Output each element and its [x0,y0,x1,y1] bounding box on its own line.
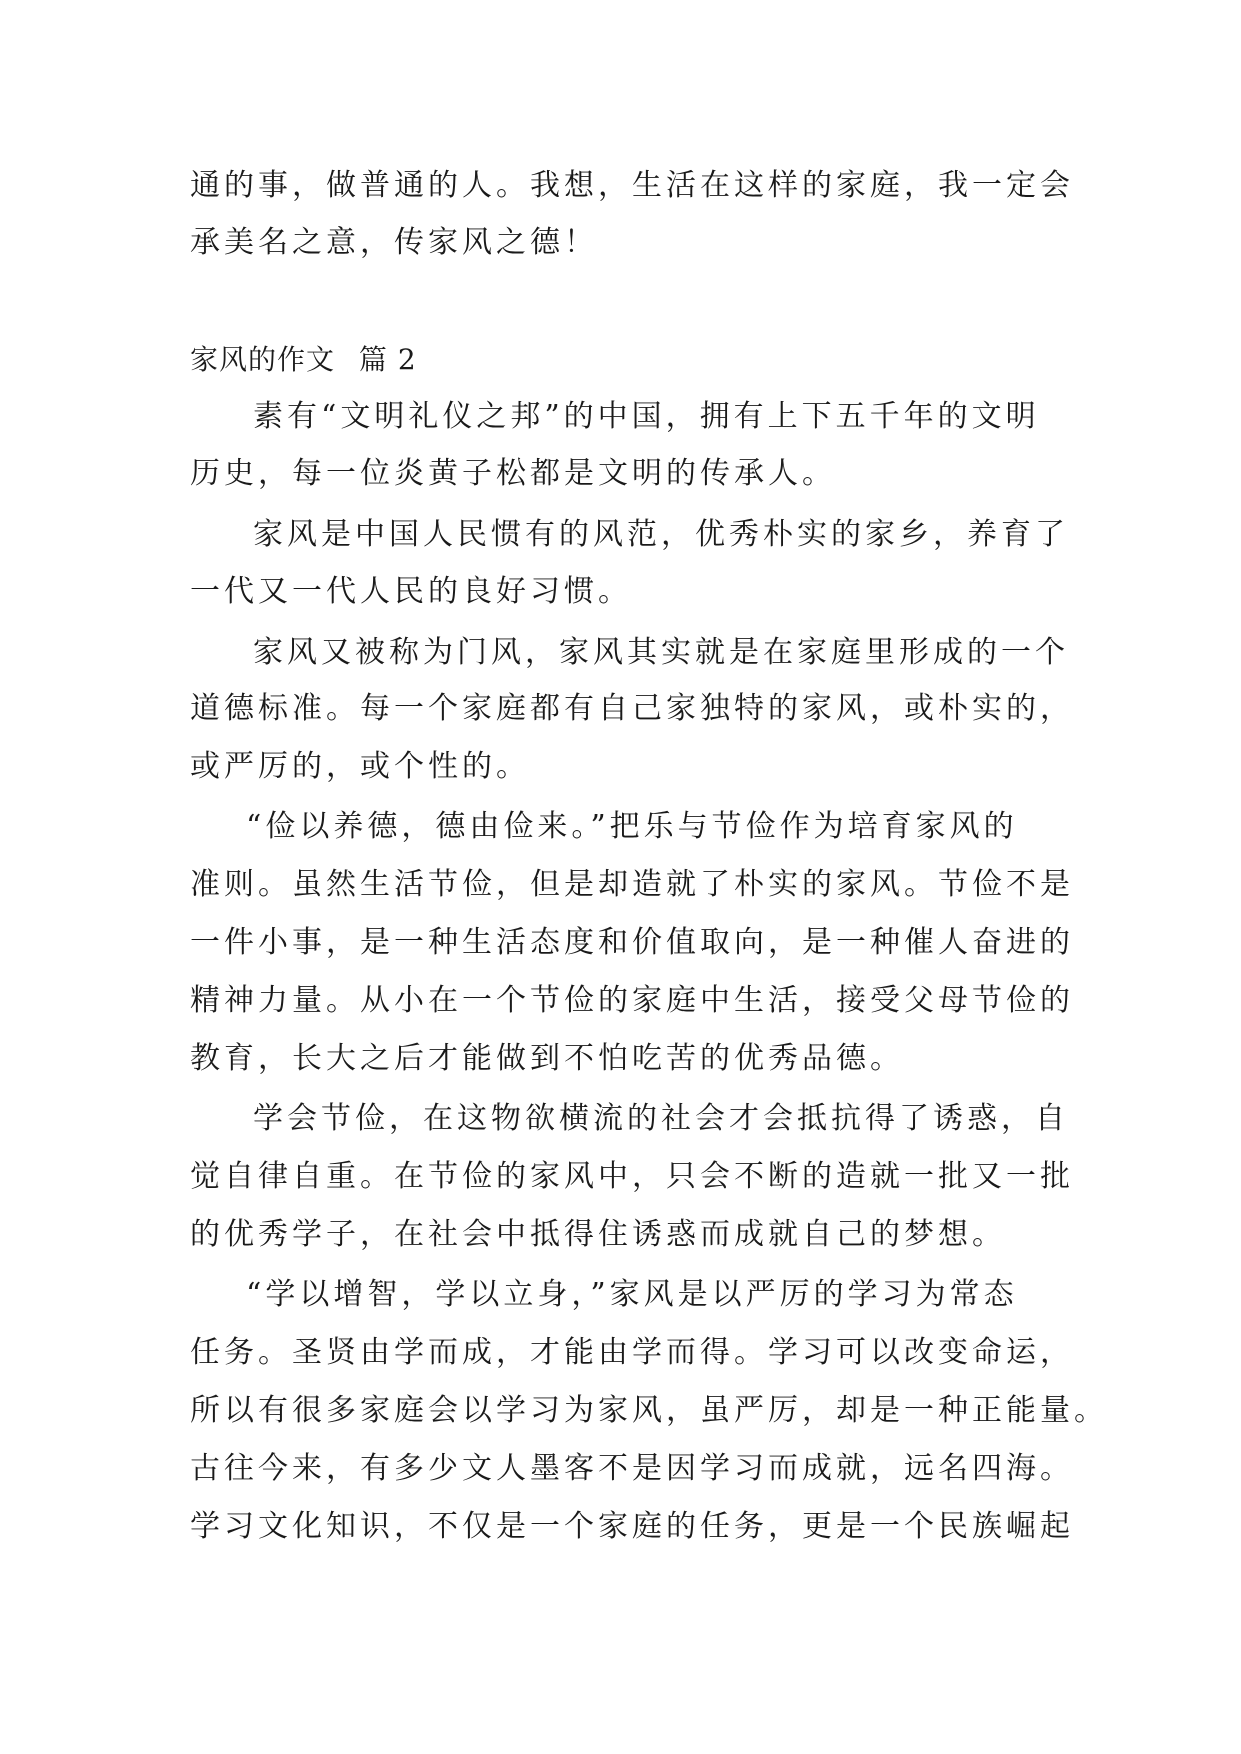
text-line: 道德标准。每一个家庭都有自己家独特的家风，或朴实的， [190,691,1074,726]
text-line: 历史，每一位炎黄子松都是文明的传承人。 [190,456,836,491]
text-line: “学以增智，学以立身，”家风是以严厉的学习为常态 [246,1277,1018,1312]
text-line: 或严厉的，或个性的。 [190,749,530,784]
text-line: 古往今来，有多少文人墨客不是因学习而成就，远名四海。 [190,1451,1074,1486]
text-line: “俭以养德，德由俭来。”把乐与节俭作为培育家风的 [246,809,1018,844]
text-line: 的优秀学子，在社会中抵得住诱惑而成就自己的梦想。 [190,1217,1006,1252]
text-line: 通的事，做普通的人。我想，生活在这样的家庭，我一定会 [190,168,1074,203]
text-line: 一件小事，是一种生活态度和价值取向，是一种催人奋进的 [190,925,1074,960]
text-line: 觉自律自重。在节俭的家风中，只会不断的造就一批又一批 [190,1159,1074,1194]
text-line: 素有“文明礼仪之邦”的中国，拥有上下五千年的文明 [253,399,1040,434]
text-line: 家风又被称为门风，家风其实就是在家庭里形成的一个 [253,635,1069,670]
text-line: 所以有很多家庭会以学习为家风，虽严厉，却是一种正能量。 [190,1393,1108,1428]
text-line: 承美名之意，传家风之德！ [190,225,598,260]
text-line: 一代又一代人民的良好习惯。 [190,574,632,609]
section-number: 篇 2 [358,343,417,376]
text-line: 教育，长大之后才能做到不怕吃苦的优秀品德。 [190,1041,904,1076]
text-line: 任务。圣贤由学而成，才能由学而得。学习可以改变命运， [190,1335,1074,1370]
section-heading [190,342,417,378]
text-line: 家风是中国人民惯有的风范，优秀朴实的家乡，养育了 [253,517,1069,552]
section-title: 家风的作文 [190,343,336,376]
text-line: 准则。虽然生活节俭，但是却造就了朴实的家风。节俭不是 [190,867,1074,902]
text-line: 精神力量。从小在一个节俭的家庭中生活，接受父母节俭的 [190,983,1074,1018]
text-line: 学会节俭，在这物欲横流的社会才会抵抗得了诱惑，自 [253,1101,1069,1136]
text-line: 学习文化知识，不仅是一个家庭的任务，更是一个民族崛起 [190,1509,1074,1544]
